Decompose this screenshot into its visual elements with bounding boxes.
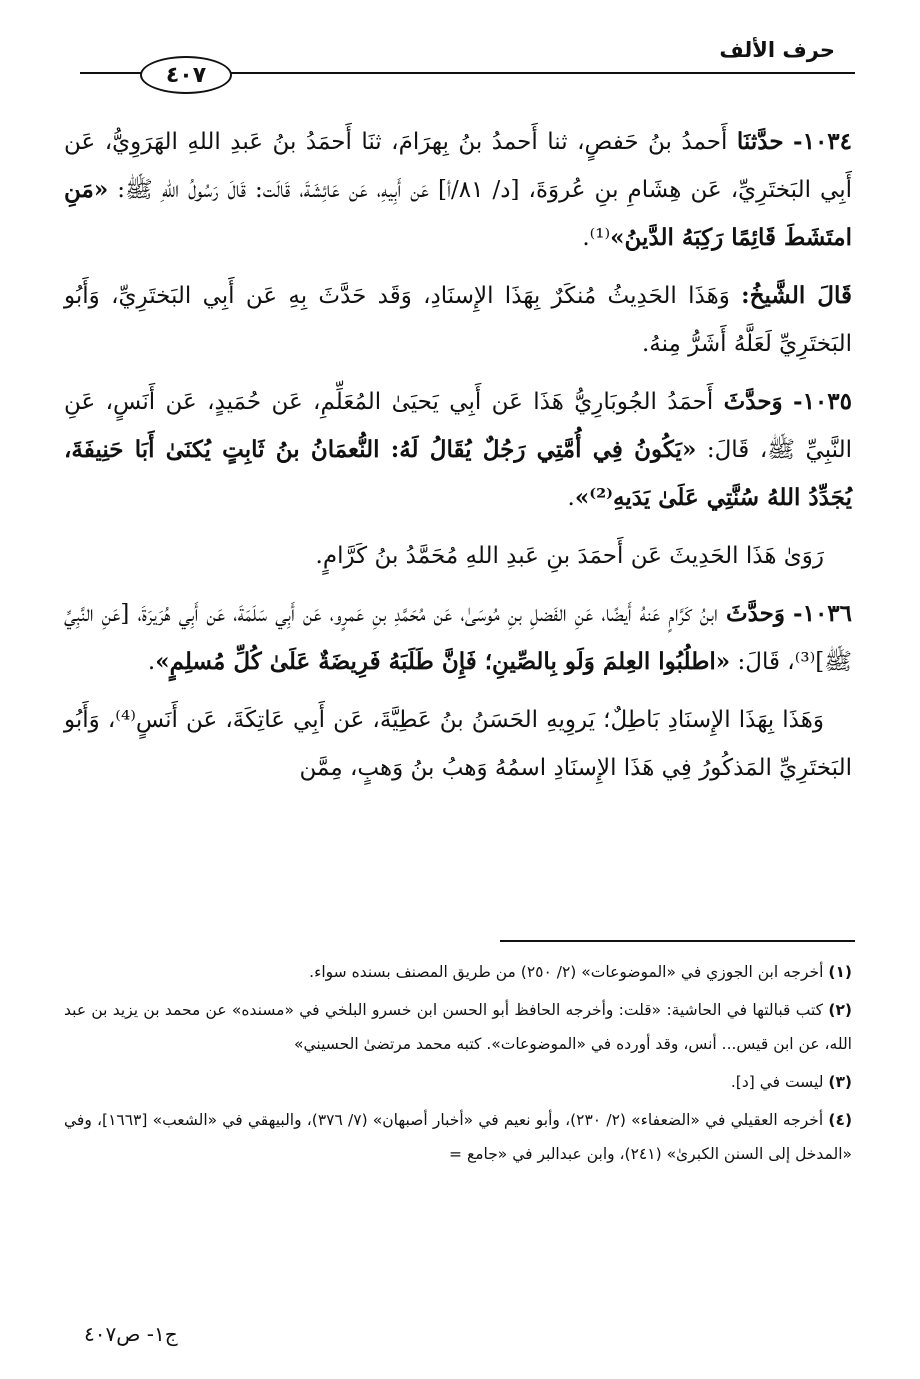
commentary-paragraph	[64, 272, 852, 368]
entry-number: ١٠٣٥-	[793, 388, 852, 415]
entry-number: ١٠٣٦-	[793, 600, 853, 627]
commentary-text: وَهَذَا الحَدِيثُ مُنكَرٌ بِهَذَا الإِسنَادِ، وَقَد حَدَّثَ بِهِ عَن أَبِي البَختَرِيِّ، وَأَبُو البَختَرِيِّ لَعَلَّهُ أَشَرُّ مِنهُ.	[64, 283, 852, 357]
entry-number: ١٠٣٤-	[793, 128, 853, 155]
entry-after: .	[147, 649, 156, 675]
footnote-mark: (٢)	[828, 1001, 852, 1019]
entry-text: أَحمدُ بنُ حَفصٍ، ثنا أَحمدُ بنُ بِهرَامَ، ثنَا أَحمَدُ بنُ عَبدِ اللهِ الهَرَوِيُّ، عَن أَبِي البَختَرِيِّ، عَن هِشَامِ بنِ عُروَةَ، [د/ ٨١/أ] عَن أَبِيهِ، عَن عَائِشَةَ، قَالَت: قَالَ رَسُولُ اللهِ ﷺ:	[64, 129, 852, 203]
volume-page-signature: ج١- ص٤٠٧	[84, 1322, 178, 1346]
footnote-1	[64, 955, 852, 989]
footnote-text: أخرجه العقيلي في «الضعفاء» (٢/ ٢٣٠)، وأبو نعيم في «أخبار أصبهان» (٧/ ٣٧٦)، والبيهقي في «الشعب» [١٦٦٣]، وفي «المدخل إلى السنن الكبرىٰ» (٢٤١)، وابن عبدالبر في «جامع =	[64, 1111, 852, 1163]
hadith-entry-1036	[64, 590, 852, 686]
footnotes	[64, 955, 852, 1175]
footnote-mark: (٣)	[828, 1073, 852, 1091]
entry-quote: «يَكُونُ فِي أُمَّتِي رَجُلٌ يُقَالُ لَهُ: النُّعمَانُ بنُ ثَابِتٍ يُكنَىٰ أَبَا حَنِيفَةَ، يُجَدِّدُ اللهُ سُنَّتِي عَلَىٰ يَدَيهِ⁽²⁾»	[64, 436, 852, 511]
chapter-title: حرف الألف	[719, 38, 835, 62]
entry-keyword: حدَّثنَا	[736, 128, 784, 155]
footnote-2	[64, 993, 852, 1061]
hadith-entry-1034	[64, 118, 852, 262]
entry-text: أَحمَدُ الجُوبَارِيُّ هَذَا عَن أَبِي يَحيَىٰ المُعَلِّمِ، عَن حُمَيدٍ، عَن أَنَسٍ، عَنِ النَّبِيِّ ﷺ، قَالَ:	[64, 389, 852, 463]
commentary-paragraph-2	[64, 696, 852, 792]
commentary-text: وَهَذَا بِهَذَا الإِسنَادِ بَاطِلٌ؛ يَروِيهِ الحَسَنُ بنُ عَطِيَّةَ، عَن أَبِي عَاتِكَةَ، عَن أَنَسٍ⁽⁴⁾، وَأَبُو البَختَرِيِّ المَذكُورُ فِي هَذَا الإِسنَادِ اسمُهُ وَهبُ بنُ وَهبٍ، مِمَّن	[64, 707, 852, 781]
narration-text: رَوَىٰ هَذَا الحَدِيثَ عَن أَحمَدَ بنِ عَبدِ اللهِ مُحَمَّدُ بنُ كَرَّامٍ.	[315, 543, 824, 569]
entry-keyword: وَحدَّثَ	[723, 388, 783, 415]
page-number-badge	[140, 56, 232, 94]
footnote-text: أخرجه ابن الجوزي في «الموضوعات» (٢/ ٢٥٠) من طريق المصنف بسنده سواء.	[309, 963, 829, 981]
main-text	[64, 118, 852, 802]
footnote-4	[64, 1103, 852, 1171]
entry-text: ابنُ كَرَّامٍ عَنهُ أَيضًا، عَنِ الفَضلِ بنِ مُوسَىٰ، عَن مُحَمَّدِ بنِ عَمرٍو، عَن أَبِي سَلَمَةَ، عَن أَبِي هُرَيرَةَ، [عَنِ النَّبِيِّ ﷺ]⁽³⁾، قَالَ:	[64, 601, 852, 675]
footnote-3	[64, 1065, 852, 1099]
footnote-mark: (١)	[828, 963, 852, 981]
hadith-entry-1035	[64, 378, 852, 522]
footnote-text: كتب قبالتها في الحاشية: «قلت: وأخرجه الحافظ أبو الحسن ابن خسرو البلخي في «مسنده» عن محمد بن يزيد بن عبد الله، عن ابن قيس... أنس، وقد أورده في «الموضوعات». كتبه محمد مرتضىٰ الحسيني»	[64, 1001, 852, 1053]
narration-note	[64, 532, 852, 580]
entry-quote: «اطلُبُوا العِلمَ وَلَو بِالصِّينِ؛ فَإِنَّ طَلَبَهُ فَرِيضَةٌ عَلَىٰ كُلِّ مُسلِمٍ»	[155, 648, 731, 675]
commentary-keyword: قَالَ الشَّيخُ:	[741, 282, 853, 309]
footnote-rule	[500, 940, 855, 942]
footnote-mark: (٤)	[828, 1111, 853, 1129]
page-number: ٤٠٧	[165, 62, 207, 88]
entry-after: ⁽¹⁾.	[582, 225, 611, 251]
entry-keyword: وَحدَّثَ	[725, 600, 785, 627]
entry-after: .	[567, 485, 575, 511]
footnote-text: ليست في [د].	[730, 1073, 829, 1091]
entry-quote: «مَنِ امتَشَطَ قَائِمًا رَكِبَهُ الدَّينُ»	[64, 176, 852, 251]
